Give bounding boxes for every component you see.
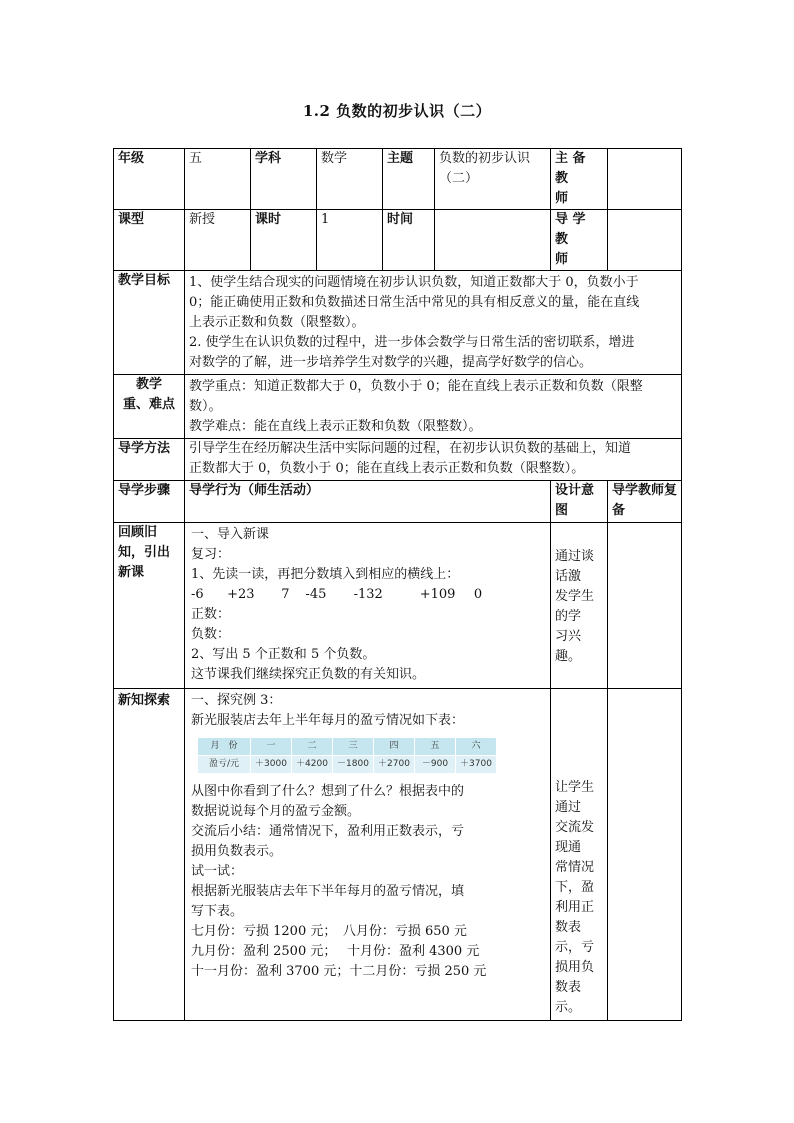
profit-loss-cell: ＋3700 (456, 756, 497, 774)
section-explore-line: 新光服装店去年上半年每月的盈亏情况如下表： (191, 713, 465, 728)
section-review-label: 回顾旧知，引出新课 (114, 523, 185, 689)
guide-teacher-line2: 师 (555, 252, 569, 267)
row-goals (114, 271, 682, 375)
review-header-line2: 备 (612, 503, 626, 518)
subject-value: 数学 (317, 149, 383, 210)
method-line: 正数都大于 0，负数小于 0；能在直线上表示正数和负数（限整数）。 (189, 461, 585, 476)
topic-line2: （二） (439, 171, 479, 186)
key-points-line: 数）。 (189, 399, 222, 414)
profit-loss-cell: 盈亏/元 (198, 756, 251, 774)
goals-label: 教学目标 (114, 271, 185, 375)
main-teacher-label (551, 149, 608, 210)
main-teacher-line1: 主 备 教 (555, 151, 586, 186)
main-teacher-value (608, 149, 682, 210)
section-review-line: 2、写出 5 个正数和 5 个负数。 (191, 647, 376, 662)
review-header-line1: 导学教师复 (612, 483, 678, 498)
method-line: 引导学生在经历解决生活中实际问题的过程，在初步认识负数的基础上，知道 (189, 441, 632, 456)
row-steps-header (114, 481, 682, 523)
section-explore-notes (608, 689, 682, 1021)
row-section-review (114, 523, 682, 689)
profit-loss-cell: ＋2700 (374, 756, 415, 774)
profit-loss-cell: 五 (415, 738, 456, 756)
method-label: 导学方法 (114, 439, 185, 481)
section-explore-line: 试一试： (191, 864, 244, 879)
key-points-label-line2: 重、难点 (122, 397, 175, 412)
guide-teacher-line1: 导 学 教 (555, 212, 586, 247)
row-key-points (114, 375, 682, 439)
section-review-line: 这节课我们继续探究正负数的有关知识。 (191, 667, 426, 682)
section-explore-line: 一、探究例 3： (191, 693, 282, 708)
time-value (435, 210, 551, 271)
row-grade (114, 149, 682, 210)
method-content (185, 439, 682, 481)
goals-line: 0；能正确使用正数和负数描述日常生活中常见的具有相反意义的量，能在直线 (189, 295, 640, 310)
intent-line: 习兴趣。 (555, 629, 582, 664)
number-item: 7 (281, 587, 290, 602)
profit-loss-cell: 二 (292, 738, 333, 756)
number-item: -45 (305, 587, 327, 602)
number-item: 0 (473, 587, 483, 602)
intent-line: 示，亏损用负 (555, 940, 595, 975)
section-explore-content (185, 689, 551, 1021)
key-points-label-line1: 教学 (135, 377, 162, 392)
section-explore-line: 七月份：亏损 1200 元； 八月份：亏损 650 元 (191, 924, 467, 939)
profit-loss-header-row (198, 738, 497, 756)
profit-loss-cell: －1800 (333, 756, 374, 774)
profit-loss-cell: 六 (456, 738, 497, 756)
section-review-line: 1、先读一读，再把分数填入到相应的横线上： (191, 567, 460, 582)
profit-loss-value-row (198, 756, 497, 774)
lesson-plan-table (113, 148, 682, 1021)
guide-teacher-label (551, 210, 608, 271)
steps-header-label: 导学步骤 (114, 481, 185, 523)
number-list (191, 585, 546, 605)
section-review-content (185, 523, 551, 689)
number-item: -132 (353, 587, 383, 602)
time-label: 时间 (383, 210, 435, 271)
intent-line: 让学生通过 (555, 780, 595, 815)
section-explore-line: 十一月份：盈利 3700 元；十二月份：亏损 250 元 (191, 964, 487, 979)
topic-value (435, 149, 551, 210)
section-review-notes (608, 523, 682, 689)
intent-line: 发学生的学 (555, 589, 595, 624)
topic-line1: 负数的初步认识 (439, 151, 531, 166)
section-explore-line: 九月份：盈利 2500 元； 十月份：盈利 4300 元 (191, 944, 480, 959)
intent-line: 常情况下，盈 (555, 860, 595, 895)
section-review-intent (551, 523, 608, 689)
intent-line: 利用正数表 (555, 900, 595, 935)
behavior-header: 导学行为（师生活动） (185, 481, 551, 523)
section-review-line: 一、导入新课 (191, 527, 270, 542)
row-type (114, 210, 682, 271)
intent-line: 通过谈话激 (555, 549, 595, 584)
profit-loss-cell: 月 份 (198, 738, 251, 756)
section-explore-line: 交流后小结：通常情况下，盈利用正数表示，亏 (191, 824, 465, 839)
grade-value: 五 (185, 149, 251, 210)
key-points-content (185, 375, 682, 439)
intent-line: 交流发现通 (555, 820, 595, 855)
goals-content (185, 271, 682, 375)
goals-line: 上表示正数和负数（限整数）。 (189, 315, 365, 330)
section-review-line: 负数： (191, 627, 231, 642)
profit-loss-table (197, 737, 497, 774)
goals-line: 2. 使学生在认识负数的过程中，进一步体会数学与日常生活的密切联系，增进 (189, 335, 635, 350)
section-explore-label: 新知探索 (114, 689, 185, 1021)
goals-line: 对数学的了解，进一步培养学生对数学的兴趣，提高学好数学的信心。 (189, 355, 593, 370)
profit-loss-cell: ＋3000 (251, 756, 292, 774)
profit-loss-cell: －900 (415, 756, 456, 774)
topic-label: 主题 (383, 149, 435, 210)
review-header (608, 481, 682, 523)
period-label: 课时 (251, 210, 317, 271)
section-explore-line: 数据说说每个月的盈亏金额。 (191, 804, 361, 819)
section-explore-line: 写下表。 (191, 904, 244, 919)
type-label: 课型 (114, 210, 185, 271)
goals-line: 1、使学生结合现实的问题情境在初步认识负数，知道正数都大于 0，负数小于 (189, 275, 639, 290)
profit-loss-cell: 三 (333, 738, 374, 756)
key-points-label (114, 375, 185, 439)
profit-loss-cell: 一 (251, 738, 292, 756)
page-title: 1.2 负数的初步认识（二） (302, 102, 492, 120)
intent-line: 数表示。 (555, 980, 582, 1015)
section-explore-line: 损用负数表示。 (191, 844, 283, 859)
section-review-line: 正数： (191, 607, 231, 622)
grade-label: 年级 (114, 149, 185, 210)
profit-loss-cell: 四 (374, 738, 415, 756)
row-method (114, 439, 682, 481)
key-points-line: 教学重点：知道正数都大于 0，负数小于 0；能在直线上表示正数和负数（限整 (189, 379, 643, 394)
key-points-line: 教学难点：能在直线上表示正数和负数（限整数）。 (189, 419, 482, 434)
row-section-explore (114, 689, 682, 1021)
subject-label: 学科 (251, 149, 317, 210)
section-explore-line: 根据新光服装店去年下半年每月的盈亏情况，填 (191, 884, 465, 899)
number-item: +23 (227, 587, 255, 602)
section-review-line: 复习： (191, 547, 231, 562)
number-item: +109 (419, 587, 456, 602)
period-value: 1 (317, 210, 383, 271)
number-item: -6 (191, 587, 204, 602)
type-value: 新授 (185, 210, 251, 271)
intent-header: 设计意图 (551, 481, 608, 523)
profit-loss-cell: ＋4200 (292, 756, 333, 774)
main-teacher-line2: 师 (555, 191, 569, 206)
section-explore-intent (551, 689, 608, 1021)
guide-teacher-value (608, 210, 682, 271)
section-explore-line: 从图中你看到了什么？想到了什么？根据表中的 (191, 784, 465, 799)
